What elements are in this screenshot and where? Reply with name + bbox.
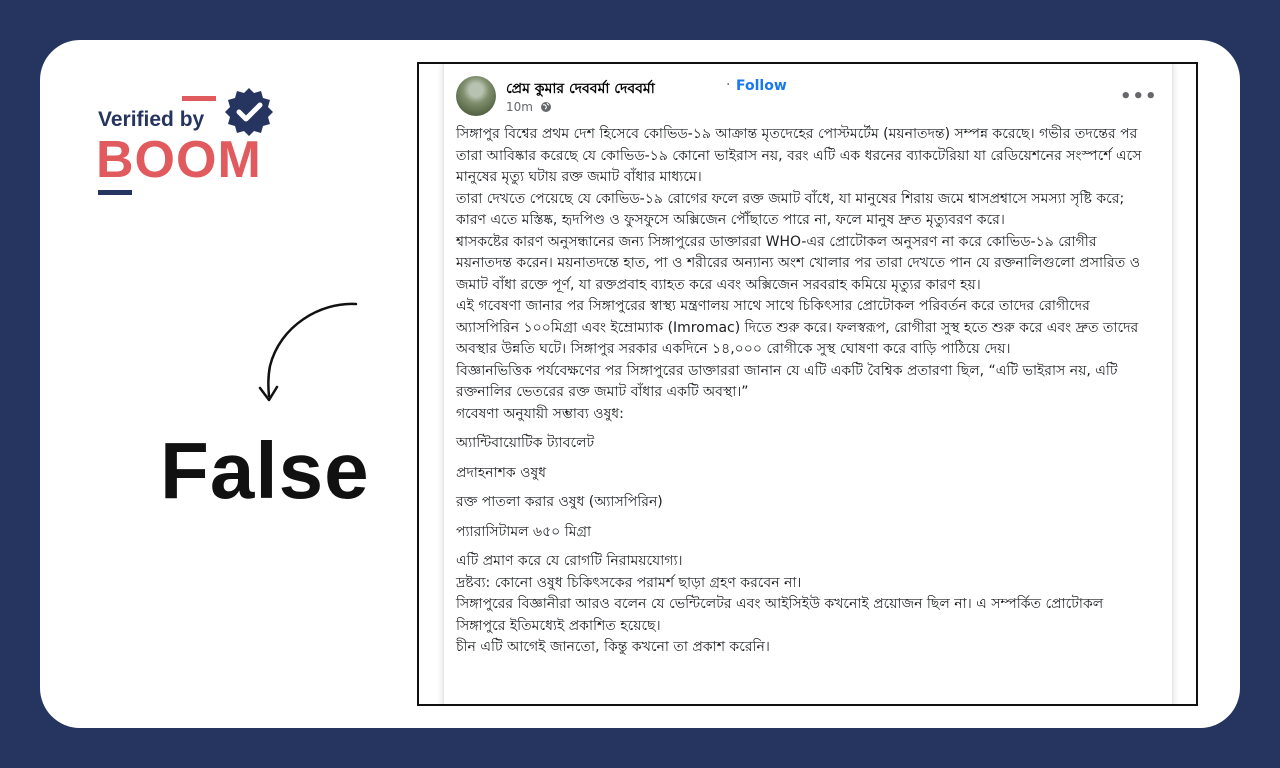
post-paragraph: এই গবেষণা জানার পর সিঙ্গাপুরের স্বাস্থ্য মন্ত্রণালয় সাথে সাথে চিকিৎসার প্রোটোকল পরিবর্তন করে তাদের রোগীদের অ্যাসপিরিন ১০০মিগ্রা এবং ইম্রোম্যাক (Imromac) দিতে শুরু করে। ফলস্বরূপ, রোগীরা সুস্থ হতে শুরু করে এবং দ্রুত তাদের অবস্থার উন্নতি ঘটে। সিঙ্গাপুর সরকার একদিনে ১৪,০০০ রোগীকে সুস্থ ঘোষণা করে বাড়ি পাঠিয়ে দেয়। xyxy=(456,298,1139,357)
verified-by-boom-logo xyxy=(96,86,286,198)
more-options-icon[interactable]: ••• xyxy=(1120,86,1158,107)
post-paragraph: চীন এটি আগেই জানতো, কিন্তু কখনো তা প্রকাশ করেনি। xyxy=(456,639,770,655)
post-paragraph: গবেষণা অনুযায়ী সম্ভাব্য ওষুধ: xyxy=(456,405,624,422)
logo-boom-wordmark: BOOM xyxy=(96,131,262,189)
fact-check-verdict: False xyxy=(160,426,370,515)
logo-underline-bar xyxy=(98,190,132,195)
medicine-item: অ্যান্টিবায়োটিক ট্যাবলেট xyxy=(456,435,595,451)
medicine-item: প্রদাহনাশক ওষুধ xyxy=(456,464,547,481)
separator-dot: · xyxy=(726,77,731,93)
logo-accent-bar xyxy=(182,96,216,101)
post-paragraph: দ্রষ্টব্য: কোনো ওষুধ চিকিৎসকের পরামর্শ ছাড়া গ্রহণ করবেন না। xyxy=(456,574,802,591)
verified-badge-icon xyxy=(224,86,274,136)
post-paragraph: তারা দেখতে পেয়েছে যে কোভিড-১৯ রোগের ফলে রক্ত জমাট বাঁধে, যা মানুষের শিরায় জমে শ্বাসপ্রশ্বাসে সমস্যা সৃষ্টি করে; কারণ এতে মস্তিষ্ক, হৃদপিণ্ড ও ফুসফুসে অক্সিজেন পৌঁছাতে পারে না, ফলে মানুষ দ্রুত মৃত্যুবরণ করে। xyxy=(456,190,1125,228)
facebook-post xyxy=(443,64,1173,706)
avatar[interactable] xyxy=(456,76,496,116)
globe-icon xyxy=(540,101,552,113)
post-header xyxy=(456,76,1156,120)
post-author-name[interactable]: প্রেম কুমার দেববর্মা দেববর্মা xyxy=(506,81,655,97)
post-paragraph: শ্বাসকষ্টের কারণ অনুসন্ধানের জন্য সিঙ্গাপুরের ডাক্তাররা WHO-এর প্রোটোকল অনুসরণ না করে কোভিড-১৯ রোগীর ময়নাতদন্ত করেন। ময়নাতদন্তে হাত, পা ও শরীরের অন্যান্য অংশ খোলার পর তারা দেখতে পান যে রক্তনালিগুলো প্রসারিত ও জমাট বাঁধা রক্তে পূর্ণ, যা রক্তপ্রবাহ ব্যাহত করে এবং অক্সিজেন সরবরাহ কমিয়ে মৃত্যুর কারণ হয়। xyxy=(456,233,1140,293)
medicine-item: রক্ত পাতলা করার ওষুধ (অ্যাসপিরিন) xyxy=(456,494,663,510)
post-paragraph: সিঙ্গাপুর বিশ্বের প্রথম দেশ হিসেবে কোভিড-১৯ আক্রান্ত মৃতদেহের পোস্টমর্টেম (ময়নাতদন্ত) সম্পন্ন করেছে। গভীর তদন্তের পর তারা আবিষ্কার করেছে যে কোভিড-১৯ কোনো ভাইরাস নয়, বরং এটি এক ধরনের ব্যাকটেরিয়া যা রেডিয়েশনের সংস্পর্শে এসে মানুষের মৃত্যু ঘটায় রক্ত জমাট বাঁধার মাধ্যমে। xyxy=(456,126,1142,185)
follow-button[interactable]: Follow xyxy=(736,78,787,94)
medicine-item: প্যারাসিটামল ৬৫০ মিগ্রা xyxy=(456,523,592,540)
post-paragraph: বিজ্ঞানভিত্তিক পর্যবেক্ষণের পর সিঙ্গাপুরের ডাক্তাররা জানান যে এটি একটি বৈশ্বিক প্রতারণা ছিল, “এটি ভাইরাস নয়, এটি রক্তনালির ভেতরের রক্ত জমাট বাঁধার একটি অবস্থা।” xyxy=(456,362,1118,400)
post-paragraph: সিঙ্গাপুরের বিজ্ঞানীরা আরও বলেন যে ভেন্টিলেটর এবং আইসিইউ কখনোই প্রয়োজন ছিল না। এ সম্পর্কিত প্রোটোকল সিঙ্গাপুরে ইতিমধ্যেই প্রকাশিত হয়েছে। xyxy=(456,596,1104,634)
post-timestamp[interactable]: 10m xyxy=(506,100,533,114)
post-paragraph: এটি প্রমাণ করে যে রোগটি নিরাময়যোগ্য। xyxy=(456,553,683,569)
post-screenshot-frame xyxy=(417,62,1198,706)
post-body xyxy=(456,124,1156,659)
curved-arrow-icon xyxy=(250,296,365,408)
logo-verified-label: Verified by xyxy=(98,108,205,131)
